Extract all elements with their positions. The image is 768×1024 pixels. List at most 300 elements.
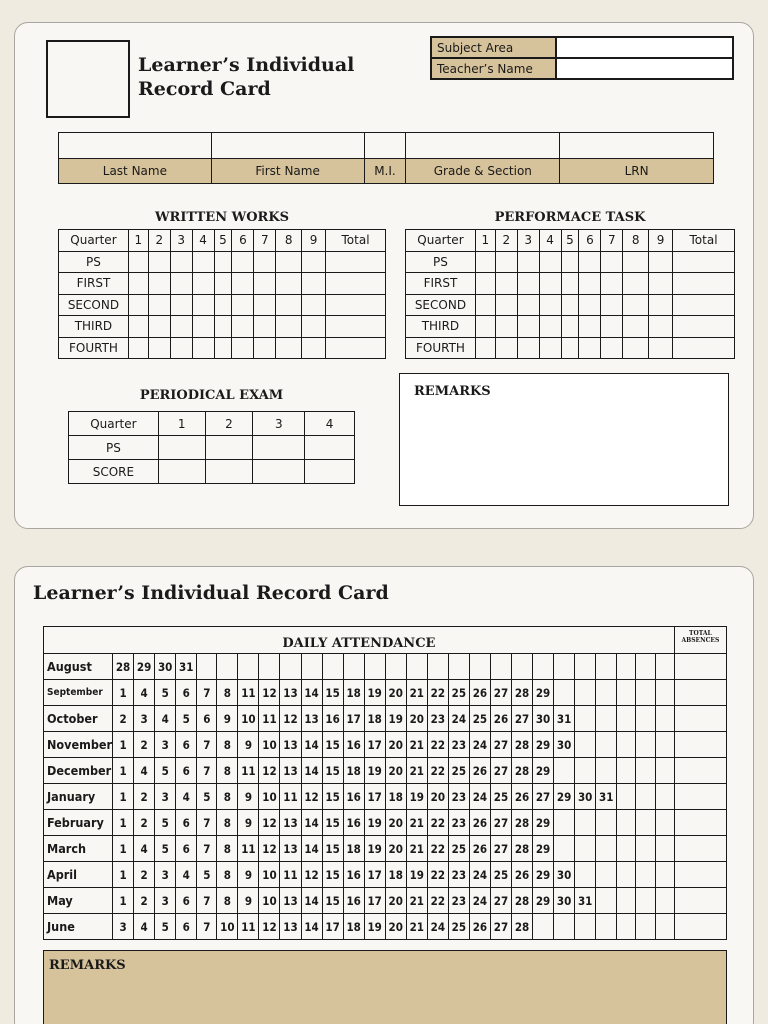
performance-task-score-cell[interactable]	[517, 251, 539, 273]
day-cell[interactable]: 26	[469, 914, 490, 940]
performance-task-score-cell[interactable]	[601, 251, 623, 273]
performance-task-score-cell[interactable]	[495, 273, 517, 295]
written-works-score-cell[interactable]	[232, 316, 254, 338]
written-works-score-cell[interactable]	[232, 337, 254, 359]
day-cell[interactable]: 6	[176, 758, 197, 784]
day-cell[interactable]: 14	[301, 914, 322, 940]
subject-area-field[interactable]	[556, 37, 733, 58]
day-cell[interactable]: 28	[512, 914, 533, 940]
day-cell[interactable]: 10	[238, 706, 259, 732]
day-cell[interactable]: 29	[533, 836, 554, 862]
day-cell[interactable]: 29	[554, 784, 575, 810]
performance-task-score-cell[interactable]	[579, 337, 601, 359]
empty-day-cell[interactable]	[617, 914, 636, 940]
empty-day-cell[interactable]	[575, 810, 596, 836]
performance-task-score-cell[interactable]	[475, 337, 495, 359]
day-cell[interactable]: 26	[469, 836, 490, 862]
empty-day-cell[interactable]	[575, 654, 596, 680]
empty-day-cell[interactable]	[512, 654, 533, 680]
day-cell[interactable]: 17	[343, 706, 364, 732]
day-cell[interactable]: 13	[280, 888, 301, 914]
periodical-exam-score-cell[interactable]	[305, 460, 355, 484]
day-cell[interactable]: 15	[322, 862, 343, 888]
empty-day-cell[interactable]	[655, 836, 674, 862]
day-cell[interactable]: 21	[406, 836, 427, 862]
day-cell[interactable]: 28	[512, 680, 533, 706]
day-cell[interactable]: 12	[301, 862, 322, 888]
empty-day-cell[interactable]	[636, 732, 655, 758]
periodical-exam-score-cell[interactable]	[158, 436, 205, 460]
day-cell[interactable]: 28	[113, 654, 134, 680]
day-cell[interactable]: 27	[512, 706, 533, 732]
day-cell[interactable]: 8	[217, 784, 238, 810]
day-cell[interactable]: 8	[217, 810, 238, 836]
day-cell[interactable]: 16	[343, 732, 364, 758]
photo-box[interactable]	[46, 40, 130, 118]
written-works-score-cell[interactable]	[192, 337, 214, 359]
day-cell[interactable]: 17	[364, 862, 385, 888]
day-cell[interactable]: 13	[280, 680, 301, 706]
written-works-score-cell[interactable]	[276, 337, 302, 359]
performance-task-score-cell[interactable]	[475, 316, 495, 338]
day-cell[interactable]: 25	[448, 836, 469, 862]
written-works-score-cell[interactable]	[192, 251, 214, 273]
performance-task-score-cell[interactable]	[561, 294, 579, 316]
day-cell[interactable]: 20	[406, 706, 427, 732]
day-cell[interactable]: 11	[280, 862, 301, 888]
empty-day-cell[interactable]	[554, 680, 575, 706]
day-cell[interactable]: 5	[197, 784, 217, 810]
empty-day-cell[interactable]	[554, 810, 575, 836]
empty-day-cell[interactable]	[596, 654, 617, 680]
written-works-score-cell[interactable]	[302, 294, 326, 316]
lrn-field[interactable]	[560, 133, 714, 159]
written-works-score-cell[interactable]	[302, 337, 326, 359]
empty-day-cell[interactable]	[280, 654, 301, 680]
day-cell[interactable]: 4	[176, 784, 197, 810]
day-cell[interactable]: 25	[448, 680, 469, 706]
day-cell[interactable]: 19	[364, 836, 385, 862]
day-cell[interactable]: 16	[343, 862, 364, 888]
empty-day-cell[interactable]	[655, 706, 674, 732]
day-cell[interactable]: 10	[259, 732, 280, 758]
day-cell[interactable]: 20	[385, 680, 406, 706]
performance-task-score-cell[interactable]	[623, 273, 649, 295]
written-works-score-cell[interactable]	[276, 316, 302, 338]
day-cell[interactable]: 26	[512, 862, 533, 888]
day-cell[interactable]: 9	[217, 706, 238, 732]
day-cell[interactable]: 20	[385, 914, 406, 940]
empty-day-cell[interactable]	[490, 654, 511, 680]
day-cell[interactable]: 30	[554, 888, 575, 914]
day-cell[interactable]: 12	[301, 784, 322, 810]
day-cell[interactable]: 12	[259, 758, 280, 784]
day-cell[interactable]: 11	[238, 914, 259, 940]
day-cell[interactable]: 14	[301, 732, 322, 758]
day-cell[interactable]: 1	[113, 836, 134, 862]
day-cell[interactable]: 25	[490, 862, 511, 888]
performance-task-score-cell[interactable]	[601, 316, 623, 338]
last-name-field[interactable]	[59, 133, 212, 159]
written-works-score-cell[interactable]	[254, 273, 276, 295]
empty-day-cell[interactable]	[655, 810, 674, 836]
day-cell[interactable]: 14	[301, 888, 322, 914]
written-works-score-cell[interactable]	[170, 316, 192, 338]
day-cell[interactable]: 18	[343, 836, 364, 862]
day-cell[interactable]: 1	[113, 862, 134, 888]
day-cell[interactable]: 27	[490, 732, 511, 758]
performance-task-score-cell[interactable]	[673, 337, 735, 359]
day-cell[interactable]: 10	[259, 784, 280, 810]
performance-task-score-cell[interactable]	[561, 316, 579, 338]
performance-task-score-cell[interactable]	[601, 294, 623, 316]
empty-day-cell[interactable]	[617, 836, 636, 862]
empty-day-cell[interactable]	[655, 680, 674, 706]
empty-day-cell[interactable]	[617, 654, 636, 680]
day-cell[interactable]: 7	[197, 680, 217, 706]
total-absences-cell[interactable]	[674, 680, 726, 706]
day-cell[interactable]: 18	[385, 862, 406, 888]
mi-field[interactable]	[364, 133, 406, 159]
performance-task-score-cell[interactable]	[601, 273, 623, 295]
day-cell[interactable]: 17	[364, 784, 385, 810]
day-cell[interactable]: 21	[406, 758, 427, 784]
empty-day-cell[interactable]	[554, 914, 575, 940]
empty-day-cell[interactable]	[636, 680, 655, 706]
day-cell[interactable]: 11	[238, 758, 259, 784]
written-works-score-cell[interactable]	[232, 294, 254, 316]
day-cell[interactable]: 4	[134, 680, 155, 706]
day-cell[interactable]: 19	[364, 914, 385, 940]
empty-day-cell[interactable]	[636, 706, 655, 732]
total-absences-cell[interactable]	[674, 914, 726, 940]
day-cell[interactable]: 29	[533, 862, 554, 888]
empty-day-cell[interactable]	[554, 758, 575, 784]
teacher-name-field[interactable]	[556, 58, 733, 79]
written-works-score-cell[interactable]	[254, 251, 276, 273]
written-works-score-cell[interactable]	[326, 316, 386, 338]
total-absences-cell[interactable]	[674, 758, 726, 784]
empty-day-cell[interactable]	[655, 758, 674, 784]
day-cell[interactable]: 19	[406, 862, 427, 888]
written-works-score-cell[interactable]	[170, 294, 192, 316]
empty-day-cell[interactable]	[655, 914, 674, 940]
written-works-score-cell[interactable]	[148, 337, 170, 359]
day-cell[interactable]: 6	[176, 732, 197, 758]
empty-day-cell[interactable]	[427, 654, 448, 680]
day-cell[interactable]: 28	[512, 888, 533, 914]
performance-task-score-cell[interactable]	[539, 337, 561, 359]
day-cell[interactable]: 16	[343, 784, 364, 810]
day-cell[interactable]: 6	[176, 680, 197, 706]
day-cell[interactable]: 7	[197, 758, 217, 784]
day-cell[interactable]: 7	[197, 888, 217, 914]
day-cell[interactable]: 1	[113, 888, 134, 914]
day-cell[interactable]: 27	[490, 758, 511, 784]
day-cell[interactable]: 22	[427, 758, 448, 784]
day-cell[interactable]: 8	[217, 836, 238, 862]
day-cell[interactable]: 6	[176, 836, 197, 862]
day-cell[interactable]: 18	[343, 914, 364, 940]
written-works-score-cell[interactable]	[326, 294, 386, 316]
day-cell[interactable]: 26	[490, 706, 511, 732]
day-cell[interactable]: 4	[134, 914, 155, 940]
performance-task-score-cell[interactable]	[649, 316, 673, 338]
day-cell[interactable]: 29	[533, 888, 554, 914]
written-works-score-cell[interactable]	[254, 316, 276, 338]
day-cell[interactable]: 10	[259, 888, 280, 914]
day-cell[interactable]: 19	[385, 706, 406, 732]
performance-task-score-cell[interactable]	[495, 316, 517, 338]
day-cell[interactable]: 23	[448, 810, 469, 836]
day-cell[interactable]: 15	[322, 680, 343, 706]
performance-task-score-cell[interactable]	[579, 273, 601, 295]
day-cell[interactable]: 17	[364, 888, 385, 914]
day-cell[interactable]: 20	[385, 836, 406, 862]
day-cell[interactable]: 16	[343, 810, 364, 836]
day-cell[interactable]: 24	[469, 784, 490, 810]
written-works-score-cell[interactable]	[148, 251, 170, 273]
day-cell[interactable]: 8	[217, 862, 238, 888]
day-cell[interactable]: 13	[280, 836, 301, 862]
day-cell[interactable]: 22	[427, 888, 448, 914]
day-cell[interactable]: 15	[322, 784, 343, 810]
performance-task-score-cell[interactable]	[673, 316, 735, 338]
empty-day-cell[interactable]	[554, 654, 575, 680]
empty-day-cell[interactable]	[636, 836, 655, 862]
written-works-score-cell[interactable]	[232, 251, 254, 273]
written-works-score-cell[interactable]	[192, 294, 214, 316]
day-cell[interactable]: 5	[197, 862, 217, 888]
day-cell[interactable]: 29	[533, 758, 554, 784]
day-cell[interactable]: 28	[512, 836, 533, 862]
written-works-score-cell[interactable]	[148, 316, 170, 338]
empty-day-cell[interactable]	[197, 654, 217, 680]
day-cell[interactable]: 18	[343, 680, 364, 706]
performance-task-score-cell[interactable]	[475, 273, 495, 295]
empty-day-cell[interactable]	[448, 654, 469, 680]
written-works-score-cell[interactable]	[214, 316, 232, 338]
day-cell[interactable]: 21	[406, 680, 427, 706]
empty-day-cell[interactable]	[596, 732, 617, 758]
empty-day-cell[interactable]	[575, 914, 596, 940]
empty-day-cell[interactable]	[596, 680, 617, 706]
performance-task-score-cell[interactable]	[475, 294, 495, 316]
day-cell[interactable]: 16	[322, 706, 343, 732]
empty-day-cell[interactable]	[533, 914, 554, 940]
written-works-score-cell[interactable]	[276, 273, 302, 295]
day-cell[interactable]: 31	[575, 888, 596, 914]
performance-task-score-cell[interactable]	[579, 294, 601, 316]
performance-task-score-cell[interactable]	[579, 251, 601, 273]
day-cell[interactable]: 22	[427, 836, 448, 862]
day-cell[interactable]: 5	[155, 810, 176, 836]
day-cell[interactable]: 2	[134, 784, 155, 810]
day-cell[interactable]: 28	[512, 732, 533, 758]
written-works-score-cell[interactable]	[214, 273, 232, 295]
performance-task-score-cell[interactable]	[539, 294, 561, 316]
performance-task-score-cell[interactable]	[539, 316, 561, 338]
performance-task-score-cell[interactable]	[649, 294, 673, 316]
day-cell[interactable]: 21	[406, 914, 427, 940]
day-cell[interactable]: 24	[469, 732, 490, 758]
day-cell[interactable]: 20	[427, 784, 448, 810]
day-cell[interactable]: 3	[155, 862, 176, 888]
day-cell[interactable]: 13	[301, 706, 322, 732]
empty-day-cell[interactable]	[636, 862, 655, 888]
day-cell[interactable]: 15	[322, 836, 343, 862]
performance-task-score-cell[interactable]	[475, 251, 495, 273]
written-works-score-cell[interactable]	[302, 251, 326, 273]
day-cell[interactable]: 26	[512, 784, 533, 810]
total-absences-cell[interactable]	[674, 810, 726, 836]
written-works-score-cell[interactable]	[302, 316, 326, 338]
performance-task-score-cell[interactable]	[561, 337, 579, 359]
empty-day-cell[interactable]	[655, 654, 674, 680]
performance-task-score-cell[interactable]	[623, 316, 649, 338]
day-cell[interactable]: 22	[427, 732, 448, 758]
day-cell[interactable]: 24	[427, 914, 448, 940]
day-cell[interactable]: 18	[343, 758, 364, 784]
day-cell[interactable]: 31	[176, 654, 197, 680]
performance-task-score-cell[interactable]	[539, 251, 561, 273]
day-cell[interactable]: 22	[427, 810, 448, 836]
empty-day-cell[interactable]	[655, 784, 674, 810]
empty-day-cell[interactable]	[259, 654, 280, 680]
written-works-score-cell[interactable]	[232, 273, 254, 295]
day-cell[interactable]: 18	[364, 706, 385, 732]
performance-task-score-cell[interactable]	[561, 251, 579, 273]
grade-section-field[interactable]	[406, 133, 560, 159]
empty-day-cell[interactable]	[364, 654, 385, 680]
day-cell[interactable]: 29	[533, 810, 554, 836]
day-cell[interactable]: 1	[113, 758, 134, 784]
day-cell[interactable]: 9	[238, 784, 259, 810]
empty-day-cell[interactable]	[617, 758, 636, 784]
day-cell[interactable]: 20	[385, 810, 406, 836]
total-absences-cell[interactable]	[674, 836, 726, 862]
empty-day-cell[interactable]	[636, 654, 655, 680]
day-cell[interactable]: 12	[259, 810, 280, 836]
written-works-score-cell[interactable]	[170, 337, 192, 359]
day-cell[interactable]: 14	[301, 810, 322, 836]
day-cell[interactable]: 21	[406, 810, 427, 836]
written-works-score-cell[interactable]	[214, 294, 232, 316]
day-cell[interactable]: 31	[554, 706, 575, 732]
day-cell[interactable]: 21	[406, 732, 427, 758]
day-cell[interactable]: 30	[575, 784, 596, 810]
empty-day-cell[interactable]	[655, 732, 674, 758]
day-cell[interactable]: 14	[301, 680, 322, 706]
written-works-score-cell[interactable]	[170, 251, 192, 273]
day-cell[interactable]: 27	[490, 680, 511, 706]
performance-task-score-cell[interactable]	[495, 251, 517, 273]
day-cell[interactable]: 26	[469, 680, 490, 706]
day-cell[interactable]: 11	[259, 706, 280, 732]
day-cell[interactable]: 25	[469, 706, 490, 732]
day-cell[interactable]: 7	[197, 732, 217, 758]
empty-day-cell[interactable]	[575, 862, 596, 888]
day-cell[interactable]: 15	[322, 888, 343, 914]
day-cell[interactable]: 21	[406, 888, 427, 914]
written-works-score-cell[interactable]	[192, 273, 214, 295]
periodical-exam-score-cell[interactable]	[158, 460, 205, 484]
day-cell[interactable]: 24	[469, 862, 490, 888]
written-works-score-cell[interactable]	[326, 337, 386, 359]
empty-day-cell[interactable]	[636, 810, 655, 836]
written-works-score-cell[interactable]	[276, 294, 302, 316]
empty-day-cell[interactable]	[636, 784, 655, 810]
day-cell[interactable]: 15	[322, 732, 343, 758]
empty-day-cell[interactable]	[596, 810, 617, 836]
day-cell[interactable]: 25	[490, 784, 511, 810]
empty-day-cell[interactable]	[636, 888, 655, 914]
day-cell[interactable]: 18	[385, 784, 406, 810]
empty-day-cell[interactable]	[636, 914, 655, 940]
empty-day-cell[interactable]	[596, 888, 617, 914]
day-cell[interactable]: 22	[427, 680, 448, 706]
performance-task-score-cell[interactable]	[673, 251, 735, 273]
performance-task-score-cell[interactable]	[517, 273, 539, 295]
day-cell[interactable]: 19	[364, 758, 385, 784]
performance-task-score-cell[interactable]	[649, 273, 673, 295]
first-name-field[interactable]	[211, 133, 364, 159]
day-cell[interactable]: 24	[469, 888, 490, 914]
day-cell[interactable]: 19	[364, 680, 385, 706]
day-cell[interactable]: 6	[197, 706, 217, 732]
day-cell[interactable]: 9	[238, 862, 259, 888]
empty-day-cell[interactable]	[617, 810, 636, 836]
day-cell[interactable]: 12	[259, 680, 280, 706]
day-cell[interactable]: 8	[217, 758, 238, 784]
empty-day-cell[interactable]	[554, 836, 575, 862]
performance-task-score-cell[interactable]	[539, 273, 561, 295]
empty-day-cell[interactable]	[217, 654, 238, 680]
day-cell[interactable]: 15	[322, 758, 343, 784]
day-cell[interactable]: 23	[448, 888, 469, 914]
performance-task-score-cell[interactable]	[517, 294, 539, 316]
day-cell[interactable]: 27	[533, 784, 554, 810]
empty-day-cell[interactable]	[533, 654, 554, 680]
total-absences-cell[interactable]	[674, 654, 726, 680]
periodical-exam-score-cell[interactable]	[253, 460, 305, 484]
day-cell[interactable]: 4	[134, 758, 155, 784]
day-cell[interactable]: 7	[197, 810, 217, 836]
empty-day-cell[interactable]	[385, 654, 406, 680]
day-cell[interactable]: 2	[134, 810, 155, 836]
day-cell[interactable]: 20	[385, 888, 406, 914]
performance-task-score-cell[interactable]	[517, 337, 539, 359]
empty-day-cell[interactable]	[617, 680, 636, 706]
empty-day-cell[interactable]	[469, 654, 490, 680]
written-works-score-cell[interactable]	[128, 273, 148, 295]
written-works-score-cell[interactable]	[214, 251, 232, 273]
day-cell[interactable]: 3	[155, 888, 176, 914]
empty-day-cell[interactable]	[343, 654, 364, 680]
day-cell[interactable]: 25	[448, 914, 469, 940]
day-cell[interactable]: 3	[155, 784, 176, 810]
day-cell[interactable]: 11	[280, 784, 301, 810]
day-cell[interactable]: 28	[512, 758, 533, 784]
day-cell[interactable]: 14	[301, 758, 322, 784]
day-cell[interactable]: 1	[113, 784, 134, 810]
periodical-exam-score-cell[interactable]	[305, 436, 355, 460]
day-cell[interactable]: 27	[490, 810, 511, 836]
written-works-score-cell[interactable]	[254, 294, 276, 316]
day-cell[interactable]: 11	[238, 836, 259, 862]
empty-day-cell[interactable]	[596, 836, 617, 862]
day-cell[interactable]: 12	[280, 706, 301, 732]
